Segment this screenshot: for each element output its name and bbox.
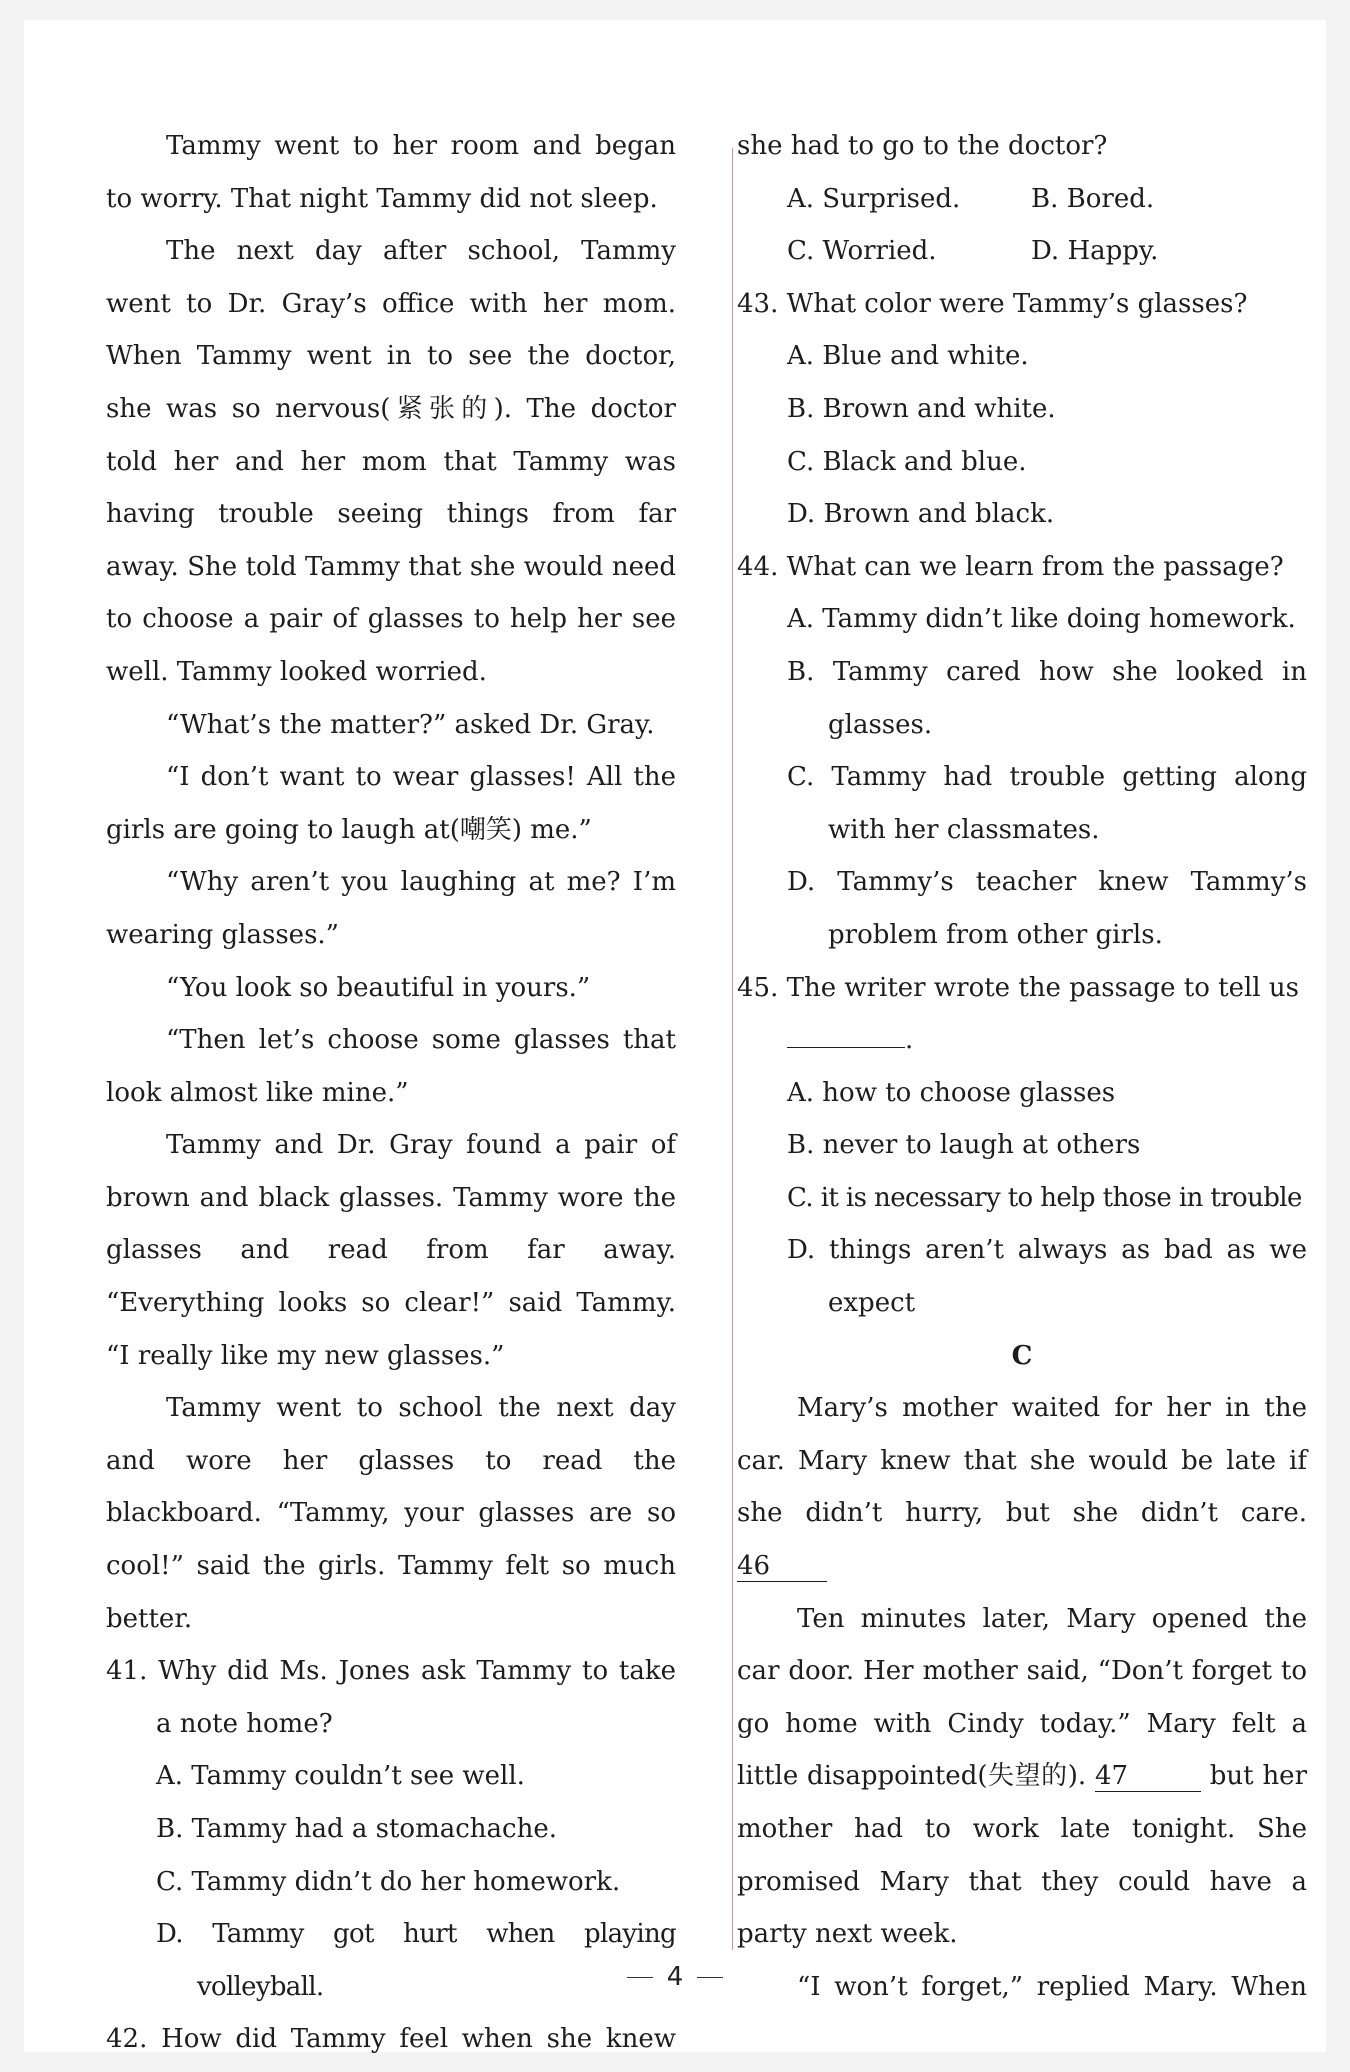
- option-45-a: A. how to choose glasses: [787, 1077, 1116, 1108]
- passage-paragraph: “What’s the matter?” asked Dr. Gray.: [166, 709, 655, 740]
- option-42-a: A. Surprised.: [787, 183, 961, 214]
- passage-paragraph: [737, 1382, 1307, 1592]
- options-42-row-1: [737, 173, 1307, 226]
- question-42-continued: [737, 120, 1307, 173]
- passage-paragraph: The next day after school, Tammy went to Dr. Gray’s office with her mom. When Tammy went in to see the doctor, she was so nervous(紧张的). The doctor told her and her mom that Tammy was having trouble seeing things from far away. She told Tammy that she would need to choose a pair of glasses to help her see well. Tammy looked worried.: [106, 236, 676, 687]
- option-43-b: B. Brown and white.: [787, 393, 1056, 424]
- column-divider: [732, 148, 733, 1950]
- question-42-text: she had to go to the doctor?: [737, 131, 1108, 161]
- passage-text: Ten minutes later, Mary opened the car door. Her mother said, “Don’t forget to go home with Cindy today.” Mary felt a little disappointed(失望的).: [737, 1603, 1307, 1792]
- option-43-a: A. Blue and white.: [787, 341, 1029, 372]
- option-43-d: D. Brown and black.: [787, 499, 1055, 530]
- page-number-dash: [627, 1977, 653, 1978]
- option-44-b: B. Tammy cared how she looked in glasses.: [787, 656, 1307, 740]
- question-41: 41. Why did Ms. Jones ask Tammy to take a note home?: [106, 1656, 676, 1739]
- option-45-b: B. never to laugh at others: [787, 1130, 1141, 1161]
- passage-paragraph: Tammy went to school the next day and wore her glasses to read the blackboard. “Tammy, your glasses are so cool!” said the girls. Tammy felt so much better.: [106, 1393, 676, 1634]
- passage-paragraph: “I don’t want to wear glasses! All the girls are going to laugh at(嘲笑) me.”: [106, 762, 676, 845]
- option-44-c: C. Tammy had trouble getting along with her classmates.: [787, 762, 1307, 845]
- passage-paragraph: [737, 1593, 1307, 1961]
- option-42-c: C. Worried.: [787, 236, 937, 267]
- passage-text: but her mother had to work late tonight. She promised Mary that they could have a party next week.: [737, 1761, 1307, 1950]
- options-42-row-2: [737, 225, 1307, 278]
- question-42: 42. How did Tammy feel when she knew: [106, 2024, 676, 2055]
- option-41-c: C. Tammy didn’t do her homework.: [156, 1866, 621, 1897]
- cloze-blank-46: 46: [737, 1552, 827, 1582]
- question-44: 44. What can we learn from the passage?: [737, 551, 1284, 582]
- passage-paragraph: Tammy went to her room and began to worry. That night Tammy did not sleep.: [106, 131, 676, 214]
- passage-paragraph: “You look so beautiful in yours.”: [166, 972, 591, 1003]
- option-45-c: C. it is necessary to help those in trouble: [787, 1182, 1302, 1213]
- passage-text: Mary’s mother waited for her in the car. Mary knew that she would be late if she didn’t hurry, but she didn’t care.: [737, 1393, 1307, 1529]
- page-number-dash: [697, 1977, 723, 1978]
- page-number: [0, 1962, 1350, 1992]
- passage-paragraph: “Then let’s choose some glasses that look almost like mine.”: [106, 1025, 676, 1108]
- option-45-d: D. things aren’t always as bad as we expect: [787, 1235, 1307, 1319]
- passage-paragraph: “I won’t forget,” replied Mary. When: [797, 1971, 1307, 2002]
- option-41-d: D. Tammy got hurt when playing volleyball.: [156, 1919, 676, 2002]
- answer-blank: [787, 1023, 905, 1048]
- section-heading: C: [1011, 1340, 1033, 1371]
- cloze-blank-47: 47: [1095, 1762, 1201, 1792]
- right-column: [737, 120, 1307, 2013]
- option-42-b: B. Bored.: [1031, 183, 1155, 214]
- question-45-text: 45. The writer wrote the passage to tell us: [737, 972, 1299, 1003]
- option-44-a: A. Tammy didn’t like doing homework.: [787, 604, 1296, 635]
- passage-paragraph: Tammy and Dr. Gray found a pair of brown and black glasses. Tammy wore the glasses and read from far away. “Everything looks so clear!” said Tammy. “I really like my new glasses.”: [106, 1130, 676, 1371]
- left-column: [106, 120, 676, 2066]
- passage-paragraph: “Why aren’t you laughing at me? I’m wearing glasses.”: [106, 867, 676, 950]
- page-number-value: 4: [666, 1962, 684, 1992]
- option-44-d: D. Tammy’s teacher knew Tammy’s problem from other girls.: [787, 867, 1307, 950]
- option-41-b: B. Tammy had a stomachache.: [156, 1814, 558, 1844]
- question-43: 43. What color were Tammy’s glasses?: [737, 288, 1248, 319]
- option-41-a: A. Tammy couldn’t see well.: [156, 1761, 525, 1792]
- question-45: 45. The writer wrote the passage to tell us .: [737, 972, 1299, 1056]
- option-42-d: D. Happy.: [1031, 236, 1159, 267]
- option-43-c: C. Black and blue.: [787, 446, 1027, 477]
